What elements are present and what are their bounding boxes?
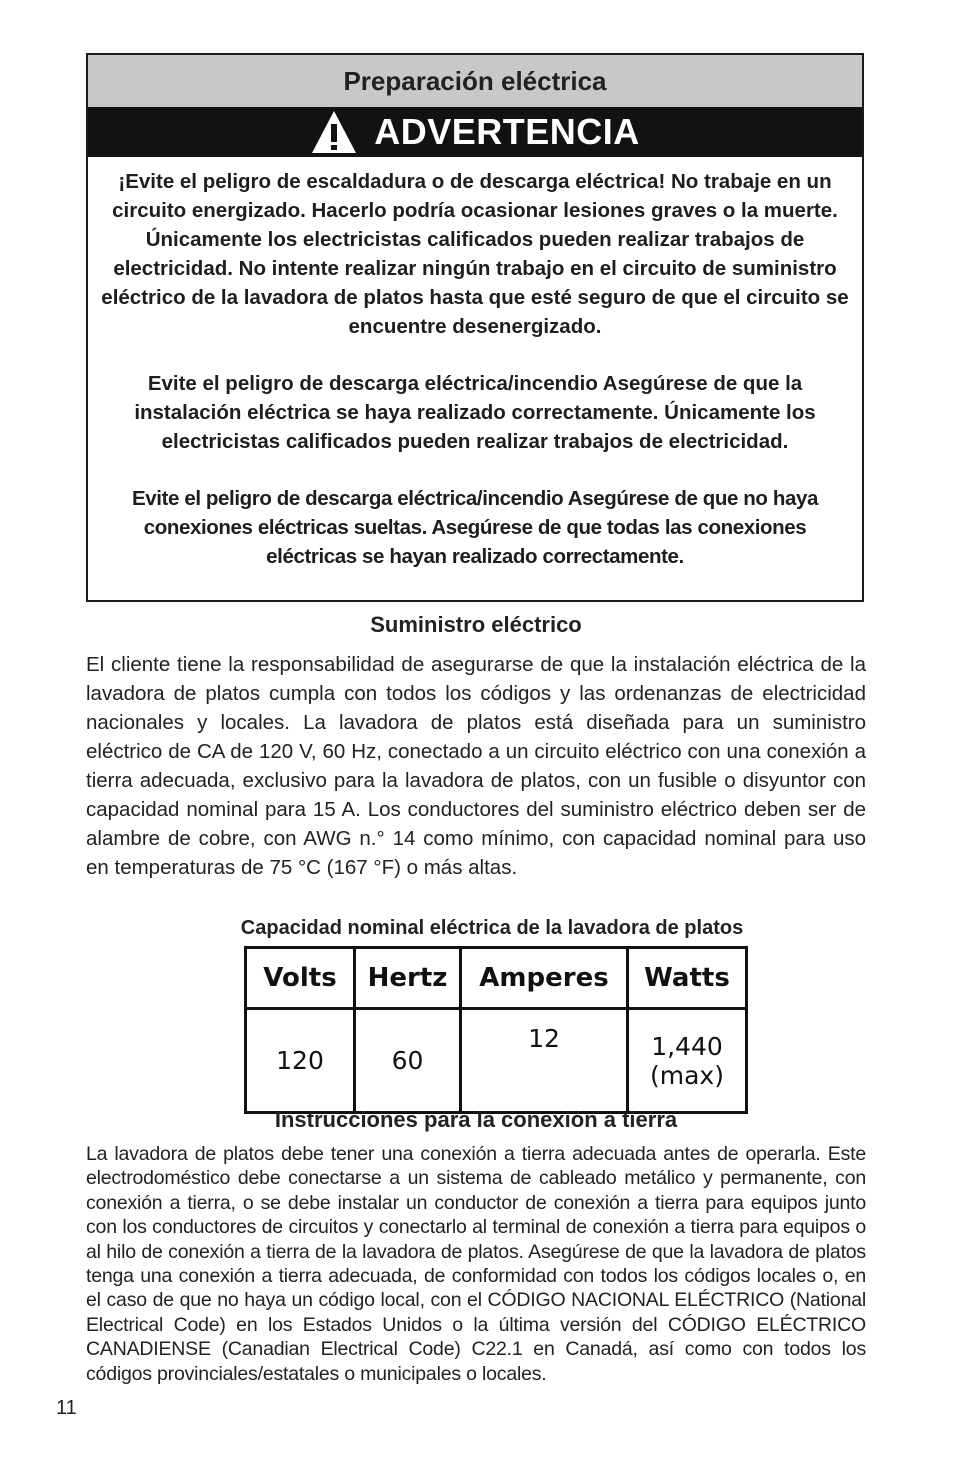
table-header-row [246, 948, 747, 1009]
header-amperes: Amperes [461, 948, 628, 1009]
warning-body [88, 157, 862, 571]
cell-amperes: 12 [461, 1009, 628, 1113]
cell-watts: 1,440 (max) [628, 1009, 747, 1113]
warning-box [86, 53, 864, 602]
table-row [246, 1009, 747, 1113]
supply-text: El cliente tiene la responsabilidad de asegurarse de que la instalación eléctrica de la lavadora de platos cumpla con todos los códigos y las ordenanzas de electricidad nacionales y locales. La lavadora de platos está diseñada para un suministro eléctrico de CA de 120 V, 60 Hz, conectado a un circuito eléctrico con una conexión a tierra adecuada, exclusivo para la lavadora de platos, con un fusible o disyuntor con capacidad nominal para 15 A. Los conductores del suministro eléctrico deben ser de alambre de cobre, con AWG n.° 14 como mínimo, con capacidad nominal para uso en temperaturas de 75 °C (167 °F) o más altas. [86, 653, 866, 879]
grounding-title: Instrucciones para la conexión a tierra [274, 1107, 678, 1132]
warning-header: Preparación eléctrica [88, 55, 862, 107]
cell-hertz: 60 [355, 1009, 461, 1113]
warning-title: ADVERTENCIA [374, 111, 640, 152]
warning-bar [88, 107, 862, 157]
supply-title: Suministro eléctrico [370, 612, 582, 637]
warning-paragraph: ¡Evite el peligro de escaldadura o de descarga eléctrica! No trabaje en un circuito energizado. Hacerlo podría ocasionar lesiones graves o la muerte. Únicamente los electricistas calificados pueden realizar trabajos de electricidad. No intente realizar ningún trabajo en el circuito de suministro eléctrico de la lavadora de platos hasta que esté seguro de que el circuito se encuentre desenergizado. [101, 170, 849, 338]
table-caption: Capacidad nominal eléctrica de la lavadora de platos [240, 917, 744, 939]
warning-paragraph: Evite el peligro de descarga eléctrica/incendio Asegúrese de que no haya conexiones eléctricas sueltas. Asegúrese de que todas las conexiones eléctricas se hayan realizado correctamente. [132, 487, 818, 568]
header-hertz: Hertz [355, 948, 461, 1009]
page-number: 11 [56, 1397, 77, 1419]
warning-triangle-icon [310, 109, 358, 155]
header-volts: Volts [246, 948, 355, 1009]
cell-volts: 120 [246, 1009, 355, 1113]
header-watts: Watts [628, 948, 747, 1009]
grounding-text: La lavadora de platos debe tener una conexión a tierra adecuada antes de operarla. Este electrodoméstico debe conectarse a un sistema de cableado metálico y permanente, con conexión a tierra, o se debe instalar un conductor de conexión a tierra para equipos junto con los conductores de circuitos y conectarlo al terminal de conexión a tierra para equipos o al hilo de conexión a tierra de la lavadora de platos. Asegúrese de que la lavadora de platos tenga una conexión a tierra adecuada, de conformidad con todos los códigos locales o, en el caso de que no haya un código local, con el CÓDIGO NACIONAL ELÉCTRICO (National Electrical Code) en los Estados Unidos o la última versión del CÓDIGO ELÉCTRICO CANADIENSE (Canadian Electrical Code) C22.1 en Canadá, así como con todos los códigos provinciales/estatales o municipales o locales. [86, 1143, 866, 1385]
warning-paragraph: Evite el peligro de descarga eléctrica/incendio Asegúrese de que la instalación eléctrica se haya realizado correctamente. Únicamente los electricistas calificados pueden realizar trabajos de electricidad. [134, 372, 816, 453]
rating-table [244, 946, 748, 1114]
